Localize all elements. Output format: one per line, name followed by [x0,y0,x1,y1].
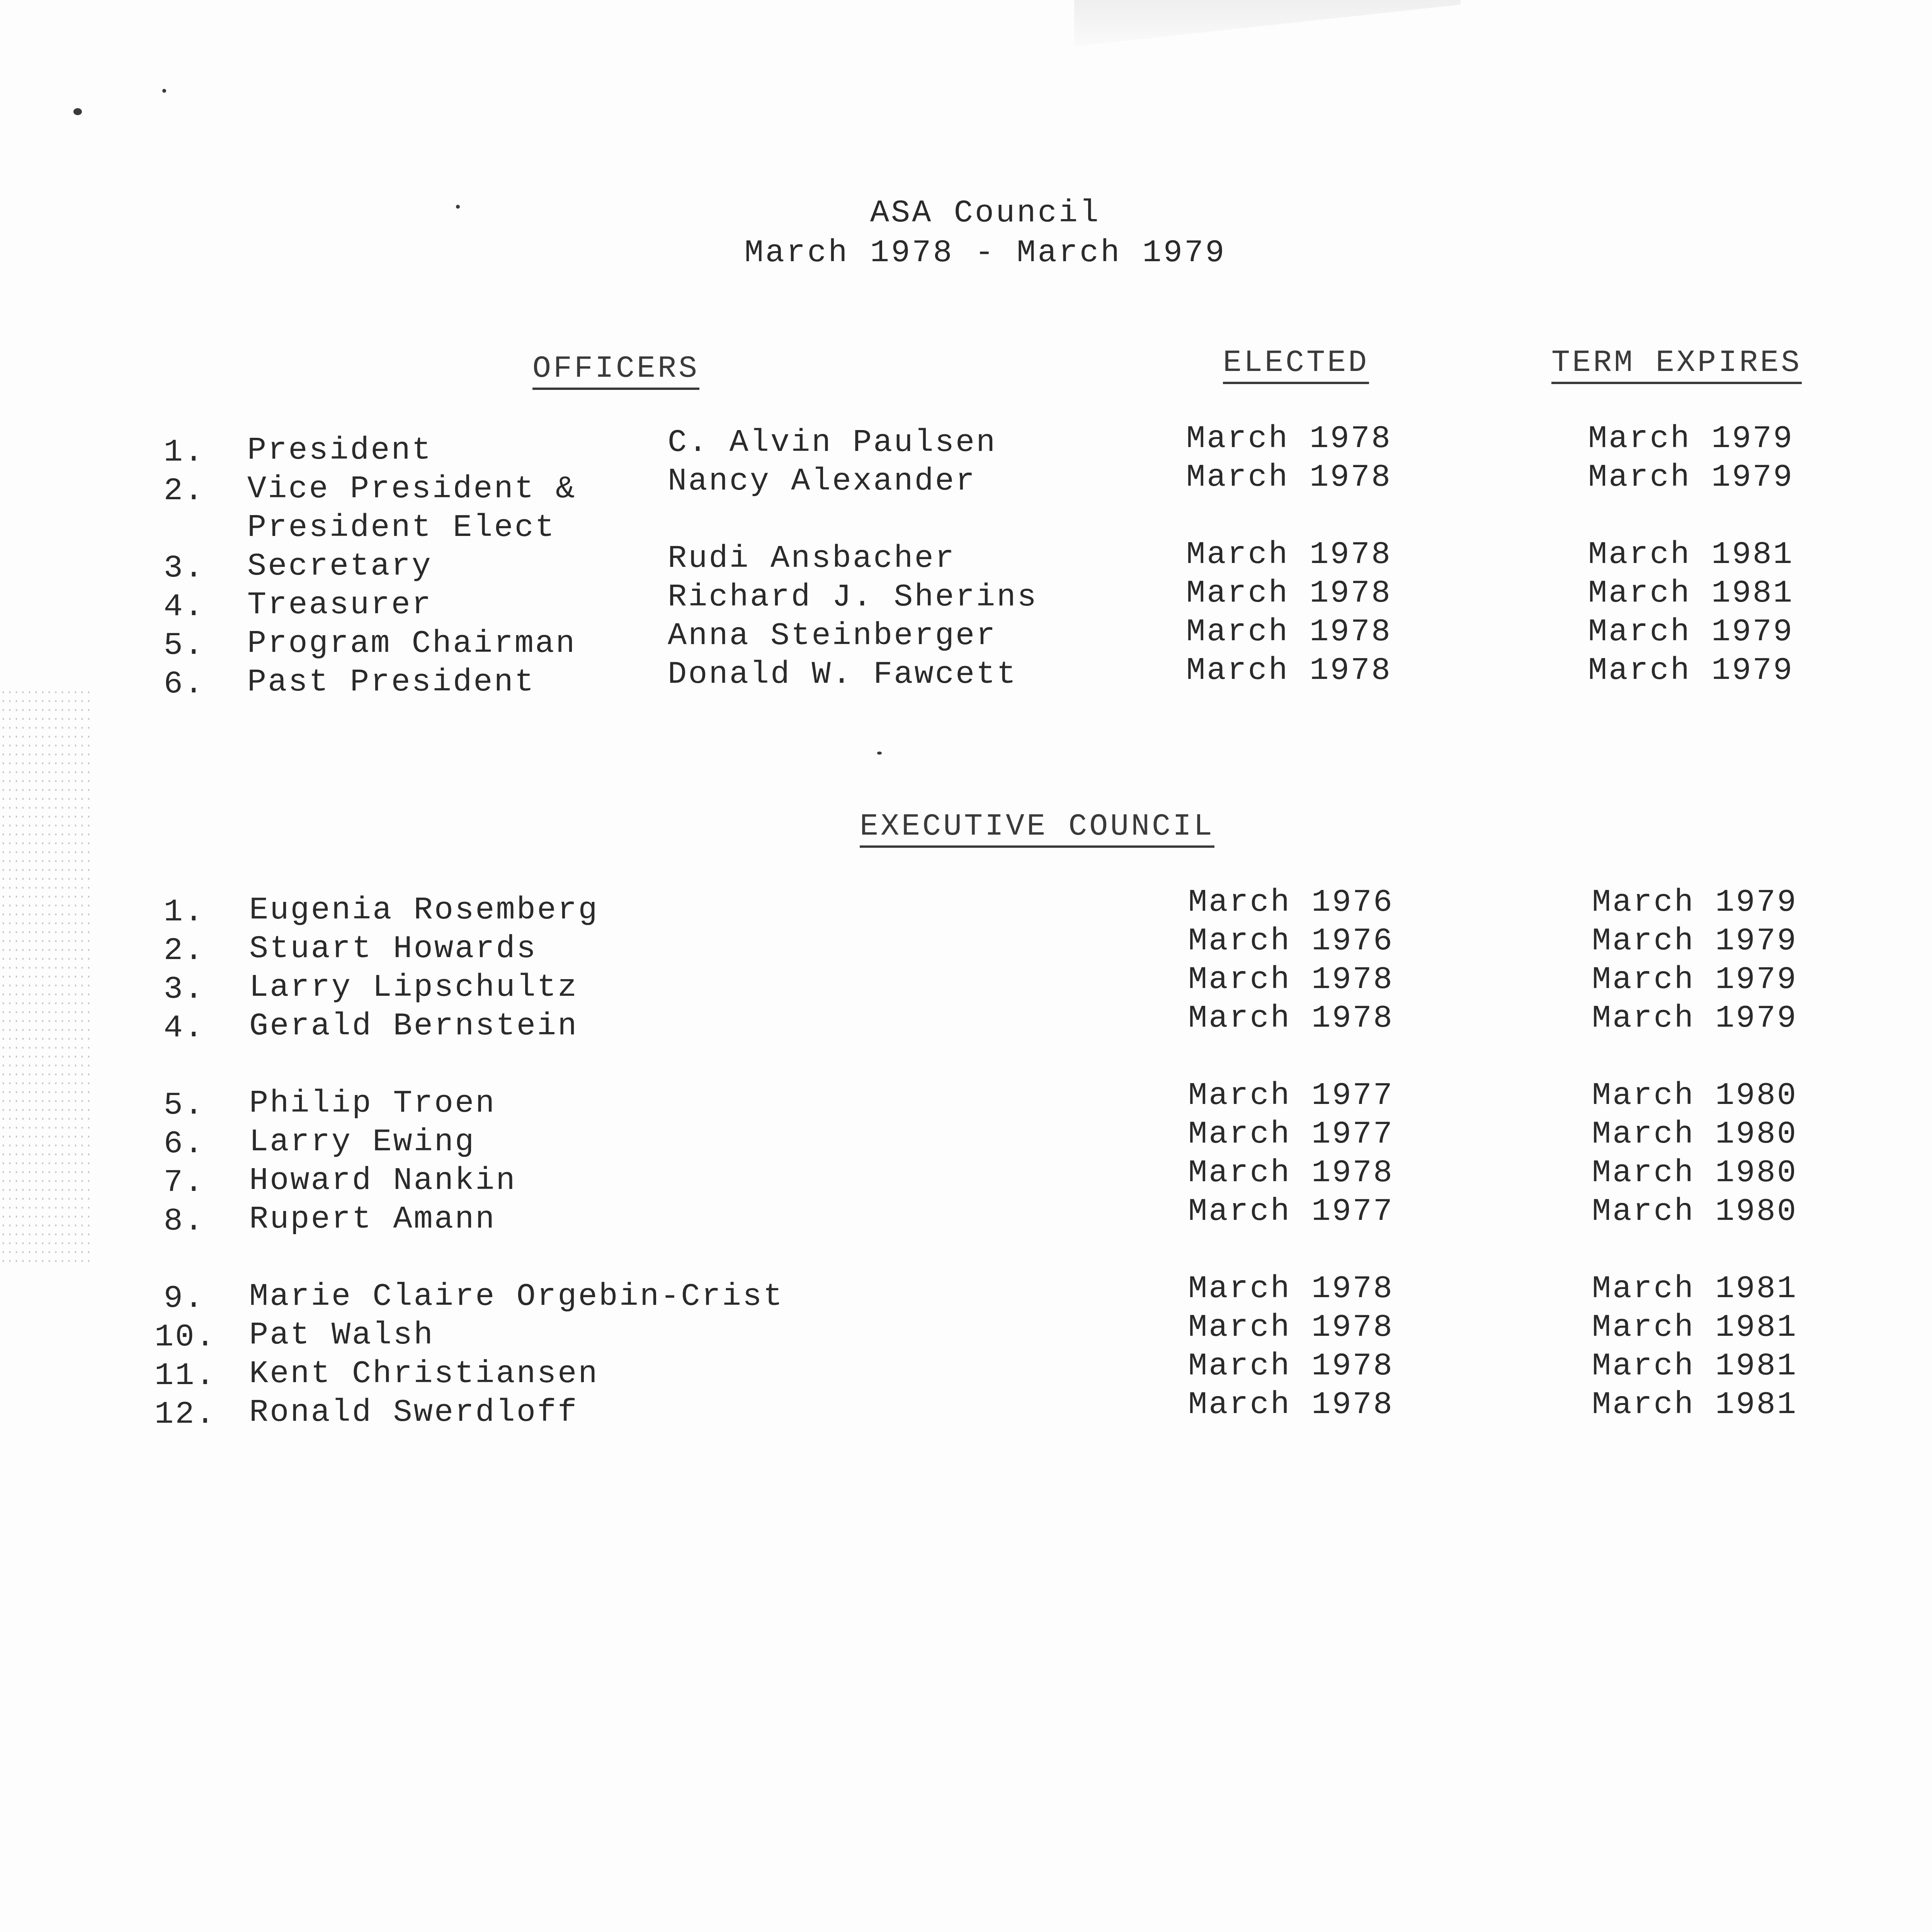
officer-number: 3. [163,550,205,586]
term-expires-heading: TERM EXPIRES [1551,348,1802,384]
officer-elected-date: March 1978 [1186,575,1392,611]
council-elected-date: March 1977 [1188,1116,1394,1152]
council-term-expires-date: March 1980 [1592,1078,1798,1114]
council-member-name: Kent Christiansen [249,1356,599,1392]
officer-term-expires-date: March 1979 [1588,459,1794,495]
scan-noise [0,688,93,1267]
officer-number: 2. [163,473,205,509]
council-member-number: 4. [163,1010,205,1046]
council-member-name: Marie Claire Orgebin-Crist [249,1279,784,1315]
council-member-name: Eugenia Rosemberg [249,892,599,928]
council-member-number: 7. [163,1165,205,1201]
speck [162,89,166,93]
council-member-number: 5. [163,1087,205,1123]
document-subtitle: March 1978 - March 1979 [744,235,1226,271]
council-member-name: Stuart Howards [249,931,537,967]
officer-role: Vice President & [247,471,577,507]
speck [73,108,82,115]
council-member-number: 8. [163,1203,205,1239]
council-member-number: 2. [163,933,205,969]
officer-number: 6. [163,666,205,702]
speck [877,752,882,755]
elected-heading: ELECTED [1223,348,1369,384]
officer-name: Richard J. Sherins [668,579,1038,615]
officer-elected-date: March 1978 [1186,421,1392,457]
officer-elected-date: March 1978 [1186,614,1392,650]
document-title: ASA Council [870,195,1101,231]
executive-council-heading: EXECUTIVE COUNCIL [860,811,1214,848]
officer-term-expires-date: March 1981 [1588,537,1794,573]
council-term-expires-date: March 1979 [1592,962,1798,998]
council-term-expires-date: March 1979 [1592,1000,1798,1036]
officer-number: 5. [163,628,205,663]
council-elected-date: March 1976 [1188,923,1394,959]
council-elected-date: March 1976 [1188,884,1394,920]
council-elected-date: March 1977 [1188,1078,1394,1114]
council-member-number: 11. [155,1358,216,1394]
council-elected-date: March 1978 [1188,1387,1394,1423]
officer-term-expires-date: March 1979 [1588,653,1794,689]
council-member-name: Howard Nankin [249,1163,517,1199]
officer-role: Past President [247,664,535,700]
council-member-number: 9. [163,1281,205,1316]
officers-heading: OFFICERS [532,354,699,390]
council-elected-date: March 1978 [1188,962,1394,998]
council-member-name: Gerald Bernstein [249,1008,578,1044]
officer-elected-date: March 1978 [1186,537,1392,573]
council-term-expires-date: March 1981 [1592,1387,1798,1423]
folded-corner [1074,0,1461,46]
council-member-name: Ronald Swerdloff [249,1395,578,1430]
council-term-expires-date: March 1981 [1592,1271,1798,1307]
council-term-expires-date: March 1980 [1592,1155,1798,1191]
council-term-expires-date: March 1981 [1592,1310,1798,1345]
officer-role: President [247,432,432,468]
officer-name: Rudi Ansbacher [668,541,956,577]
council-member-number: 3. [163,971,205,1007]
council-member-name: Rupert Amann [249,1201,496,1237]
council-elected-date: March 1978 [1188,1271,1394,1307]
officer-name: Nancy Alexander [668,463,976,499]
council-elected-date: March 1978 [1188,1348,1394,1384]
council-elected-date: March 1978 [1188,1000,1394,1036]
council-term-expires-date: March 1980 [1592,1194,1798,1230]
council-term-expires-date: March 1981 [1592,1348,1798,1384]
council-member-number: 10. [155,1319,216,1355]
council-member-number: 12. [155,1396,216,1432]
council-term-expires-date: March 1980 [1592,1116,1798,1152]
officer-name: Anna Steinberger [668,618,997,654]
officer-number: 4. [163,589,205,625]
council-member-name: Larry Ewing [249,1124,476,1160]
council-member-number: 6. [163,1126,205,1162]
officer-name: C. Alvin Paulsen [668,425,997,461]
officer-role: Secretary [247,548,432,584]
council-member-number: 1. [163,894,205,930]
officer-elected-date: March 1978 [1186,459,1392,495]
council-member-name: Pat Walsh [249,1317,434,1353]
council-member-name: Philip Troen [249,1085,496,1121]
officer-elected-date: March 1978 [1186,653,1392,689]
officer-name: Donald W. Fawcett [668,656,1017,692]
council-elected-date: March 1977 [1188,1194,1394,1230]
officer-term-expires-date: March 1979 [1588,421,1794,457]
officer-term-expires-date: March 1981 [1588,575,1794,611]
officer-role: Treasurer [247,587,432,623]
officer-role-continued: President Elect [247,510,556,546]
council-term-expires-date: March 1979 [1592,923,1798,959]
council-elected-date: March 1978 [1188,1310,1394,1345]
officer-number: 1. [163,434,205,470]
council-member-name: Larry Lipschultz [249,969,578,1005]
council-term-expires-date: March 1979 [1592,884,1798,920]
council-elected-date: March 1978 [1188,1155,1394,1191]
officer-role: Program Chairman [247,626,577,662]
officer-term-expires-date: March 1979 [1588,614,1794,650]
